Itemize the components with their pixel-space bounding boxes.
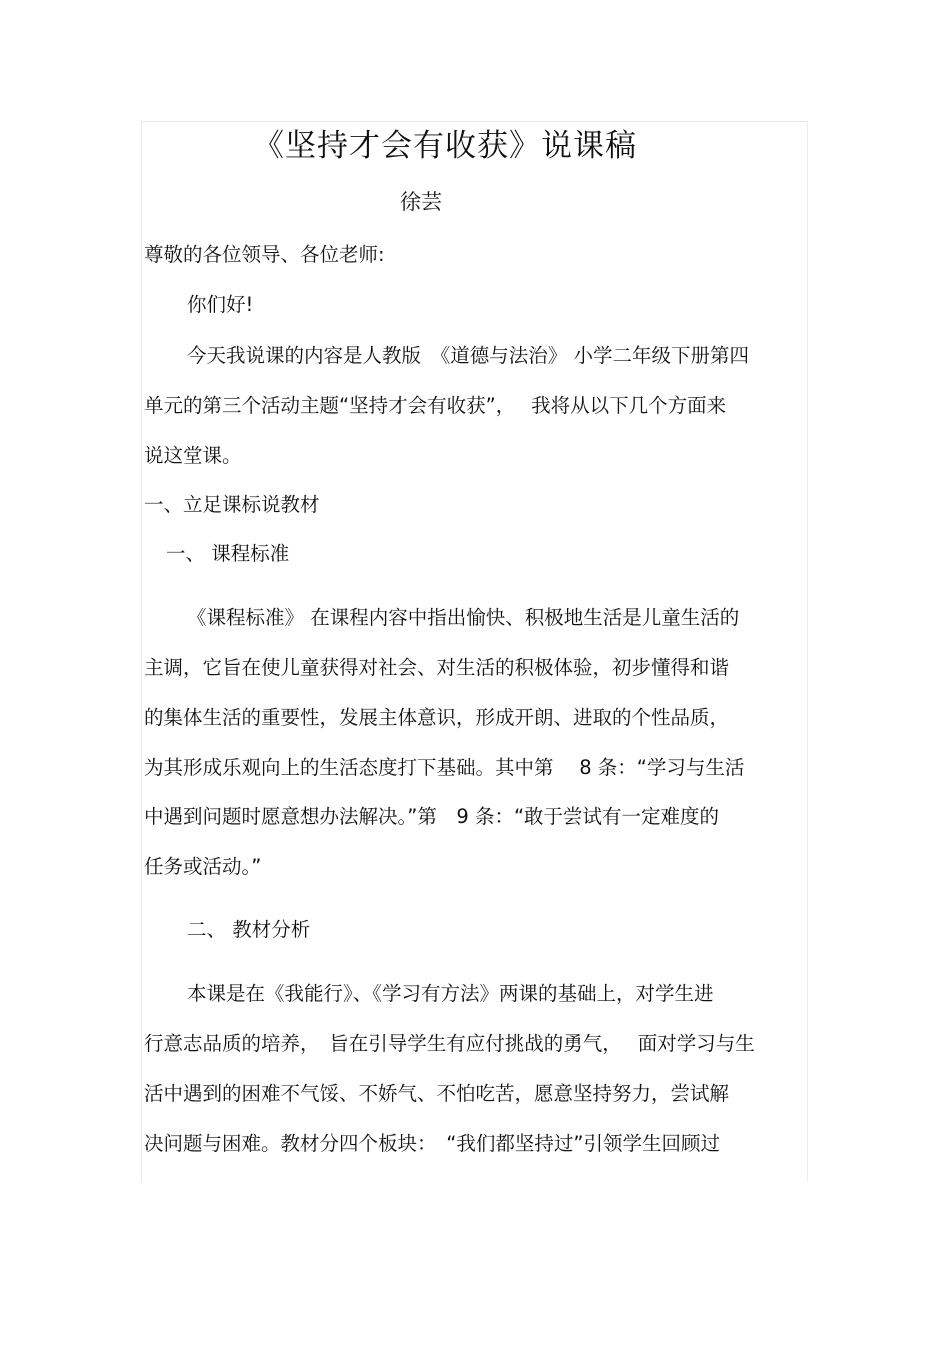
paragraph-line: 说这堂课。 — [144, 444, 242, 467]
paragraph-line: 本课是在《我能行》、《学习有方法》两课的基础上，对学生进 — [187, 982, 714, 1005]
page-frame — [141, 121, 808, 1182]
document-title: 《坚持才会有收获》说课稿 — [253, 128, 637, 164]
paragraph-line: 活中遇到的困难不气馁、不娇气、不怕吃苦，愿意坚持努力，尝试解 — [144, 1082, 730, 1105]
salutation: 尊敬的各位领导、各位老师: — [144, 243, 385, 266]
document-author: 徐芸 — [400, 190, 442, 214]
greeting: 你们好! — [187, 293, 254, 316]
paragraph-line: 今天我说课的内容是人教版 《道德与法治》 小学二年级下册第四 — [187, 344, 749, 367]
subsection-heading: 一、 课程标准 — [166, 542, 290, 565]
paragraph-line: 决问题与困难。教材分四个板块： “我们都坚持过”引领学生回顾过 — [144, 1132, 720, 1155]
paragraph-line: 任务或活动。” — [144, 855, 262, 878]
paragraph-line: 行意志品质的培养， 旨在引导学生有应付挑战的勇气， 面对学习与生 — [144, 1032, 755, 1055]
paragraph-line: 《课程标准》 在课程内容中指出愉快、积极地生活是儿童生活的 — [187, 606, 740, 629]
paragraph-line: 的集体生活的重要性，发展主体意识，形成开朗、进取的个性品质， — [144, 706, 730, 729]
paragraph-line: 中遇到问题时愿意想办法解决。”第 9 条：“敢于尝试有一定难度的 — [144, 805, 720, 828]
section-heading: 一、立足课标说教材 — [144, 493, 320, 516]
subsection-heading: 二、 教材分析 — [187, 918, 311, 941]
paragraph-line: 单元的第三个活动主题“坚持才会有收获”， 我将从以下几个方面来 — [144, 394, 727, 417]
paragraph-line: 为其形成乐观向上的生活态度打下基础。其中第 8 条：“学习与生活 — [144, 756, 745, 779]
paragraph-line: 主调，它旨在使儿童获得对社会、对生活的积极体验，初步懂得和谐 — [144, 656, 730, 679]
